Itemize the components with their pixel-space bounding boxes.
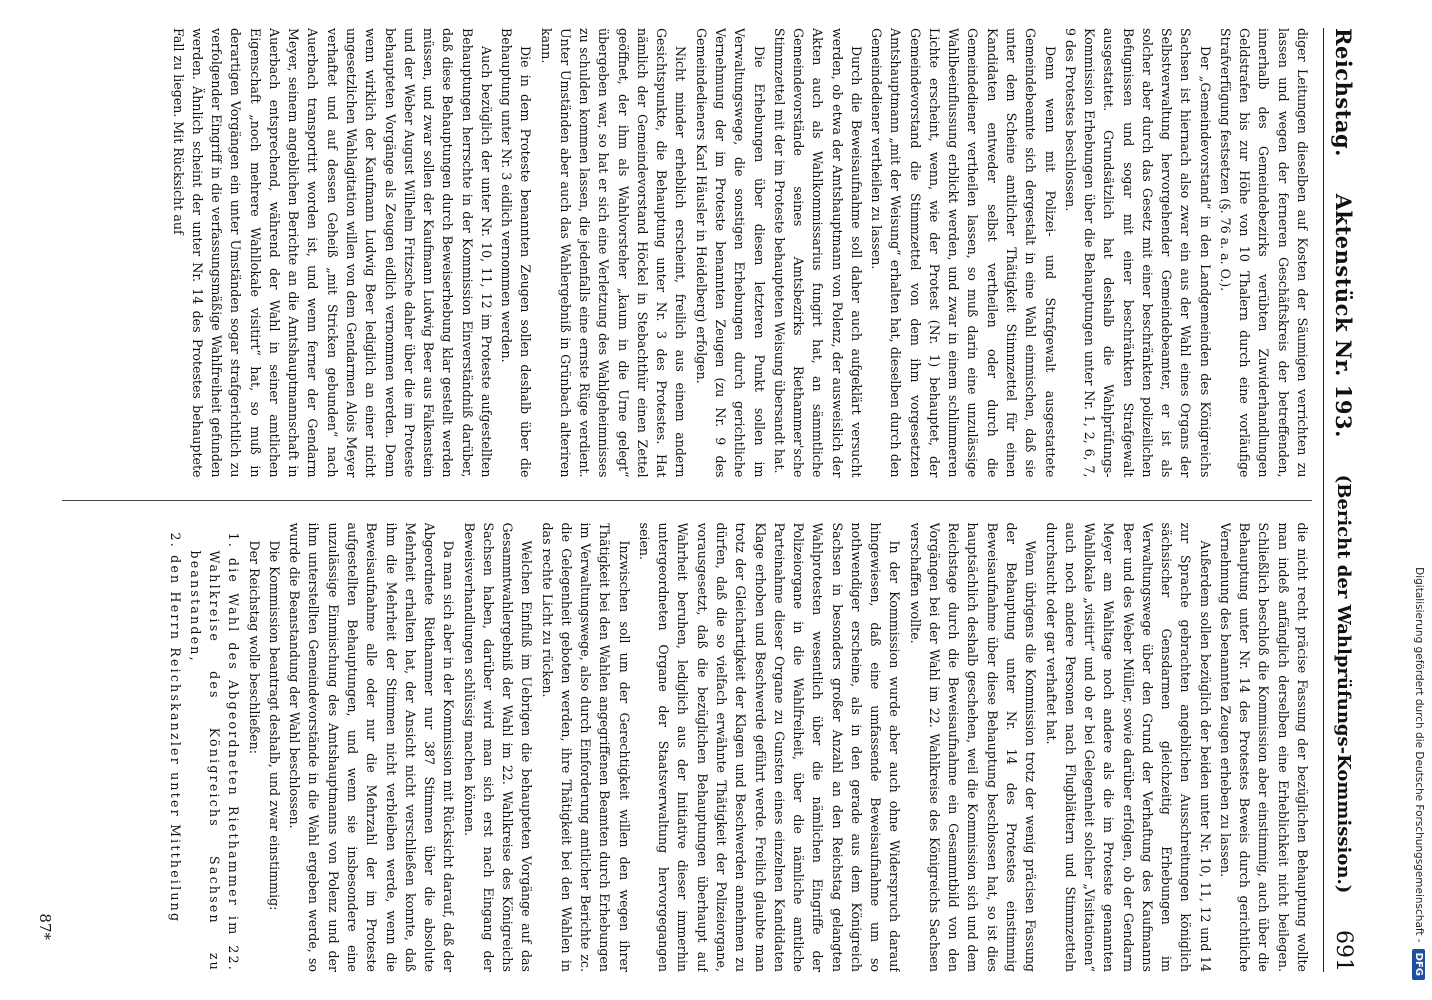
paragraph: Der Reichstag wolle beschließen: <box>246 540 262 755</box>
paragraph: Die Erhebungen über diesen letzteren Punkt sollen im Verwaltungswege, die sonstigen Erhebungen durch gerichtliche Vernehmung der im Proteste benannten Zeugen (zu Nr. 9 des Gemeindedieners Karl Häusler in Heidelberg) erfolgen. <box>693 28 767 478</box>
column-divider <box>62 500 1312 501</box>
paragraph: Außerdem sollen bezüglich der beiden unter Nr. 10, 11, 12 und 14 zur Sprache gebrachten angeblichen Ausschreitungen königlich sächsischer Gensdarmen gleichzeitig Erhebungen im Verwaltungswege über den Grund der Verhaftung des Kaufmanns Beer und des Weber Müller, sowie darüber erfolgen, ob der Gendarm Meyer am Wahltage noch andere als die im Proteste genannten Wahllokale „visitirt“ und ob er bei Gelegenheit solcher „Visitationen“ auch noch andere Personen nach Flugblättern und Stimmzetteln durchsucht oder gar verhaftet hat. <box>1043 522 1213 972</box>
text-columns <box>62 28 1312 972</box>
left-column <box>62 28 1312 478</box>
paragraph: Durch die Beweisaufnahme soll daher auch aufgeklärt versucht werden, ob etwa der Amtshauptmann von Polenz, der ausweislich der Akten auch als Wahlkommissarius fungirt hat, an sämmtliche Gemeindevorstände seines Amtsbezirks Riethammer'sche Stimmzettel mit der im Proteste behaupteten Weisung übersandt hat. <box>771 28 864 478</box>
paragraph: Die in dem Proteste benannten Zeugen sollen deshalb über die Behauptung unter Nr. 3 eidlich vernommen werden. <box>499 28 534 478</box>
page-number: 691 <box>1331 930 1357 972</box>
paragraph: Auch bezüglich der unter Nr. 10, 11, 12 im Proteste aufgestellten Behauptungen herrschte in der Kommission Einverständniß darüber, daß diese Behauptungen durch Beweiserhebung klar gestellt werden müssen, und zwar sollen der Kaufmann Ludwig Beer aus Falkenstein und der Weber August Wilhelm Fritzsche daher über die im Proteste behaupteten Vorgänge als Zeugen eidlich vernommen werden. Denn wenn wirklich der Kaufmann Ludwig Beer lediglich an einer nicht ungesetzlichen Wahlagitation willen von dem Gendarmen Alois Meyer verhaftet und auf dessen Geheiß „mit Stricken gebunden“ nach Auerbach transportirt worden ist, und wenn ferner der Gendarm Meyer, seinem angeblichen Berichte an die Amtshauptmannschaft in Auerbach entsprechend, während der Wahl in seiner amtlichen Eigenschaft „noch mehrere Wahllokale visitirt“ hat, so muß in derartigen Vorgängen ein unter Umständen sogar strafgerichtlich zu verfolgender Eingriff in die verfassungsmäßige Wahlfreiheit gefunden werden. Ähnlich scheint der unter Nr. 14 des Protestes behauptete Fall zu liegen. Mit Rücksicht auf <box>170 28 494 478</box>
paragraph: 2. den Herrn Reichskanzler unter Mittheilung <box>167 532 183 924</box>
dfg-logo: DFG <box>1413 949 1426 980</box>
right-column <box>62 523 1312 973</box>
header-document-number: Aktenstück Nr. 193. <box>1331 193 1357 438</box>
paragraph: Nicht minder erheblich erscheint, freilich aus einem andern Gesichtspunkte, die Behauptung unter Nr. 3 des Protestes. Hat nämlich der Gemeindevorstand Höckel in Stebachthür einen Zettel geöffnet, der ihm als Wahlvorsteher „kaum in die Urne gelegt“ übergeben war, so hat er sich eine Verletzung des Wahlgeheimnisses zu schulden kommen lassen, die jedenfalls eine ernste Rüge verdient. Unter Umständen aber auch das Wahlergebniß in Grünbach alteriren kann. <box>538 28 689 478</box>
paragraph: Wenn übrigens die Kommission trotz der wenig präcisen Fassung der Behauptung unter Nr. 14 des Protestes einstimmig Beweisaufnahme über diese Behauptung beschlossen hat, so ist dies hauptsächlich deshalb geschehen, weil die Kommission sich und dem Reichstage durch die Beweisaufnahme ein Gesammtbild von den Vorgängen bei der Wahl im 22. Wahlkreise des Königreichs Sachsen verschaffen wollte. <box>907 522 1039 972</box>
header-title: Reichstag. <box>1331 28 1357 157</box>
digitization-credit <box>1407 0 1431 1000</box>
paragraph: Die Kommission beantragt deshalb, und zwar einstimmig: <box>266 540 282 911</box>
paragraph: Inzwischen soll um der Gerechtigkeit willen den wegen ihrer Thätigkeit bei den Wahlen angegriffenen Beamten durch Erhebungen im Verwaltungswege, also durch Einforderung amtlicher Berichte zc. die Gelegenheit geboten werden, ihre Thätigkeit bei den Wahlen in das rechte Licht zu rücken. <box>539 522 632 972</box>
paragraph: In der Kommission wurde aber auch ohne Widerspruch darauf hingewiesen, daß eine umfassende Beweisaufnahme um so nothwendiger erscheine, als in den gerade aus dem Königreich Sachsen in besonders großer Anzahl an den Reichstag gelangten Wahlprotesten wesentlich über die nämlichen Eingriffe der Polizeiorgane in die Wahlfreiheit, über die nämliche amtliche Parteinahme dieser Organe zu Gunsten eines einzelnen Kandidaten Klage erhoben und Beschwerde geführt werde. Freilich glaubte man trotz der Gleichartigkeit der Klagen und Beschwerden annehmen zu dürfen, daß die so vielfach erwähnte Thätigkeit der Polizeiorgane, vorausgesetzt, daß die bezüglichen Behauptungen überhaupt auf Wahrheit beruhen, lediglich aus der Initiative dieser immerhin untergeordneten Organe der Staatsverwaltung hervorgegangen seien. <box>636 522 903 972</box>
paragraph: Da man sich aber in der Kommission mit Rücksicht darauf, daß der Abgeordnete Riethammer nur 387 Stimmen über die absolute Mehrheit erhalten hat, der Ansicht nicht verschließen konnte, daß ihm die Mehrheit der Stimmen nicht verbleiben werde, wenn die Beweisaufnahme alle oder nur die Mehrzahl der im Proteste aufgestellten Behauptungen, und wenn sie insbesondere eine unzulässige Einmischung des Amtshauptmanns von Polenz und der ihm unterstellten Gemeindevorstände in die Wahl ergeben werde, so wurde die Beanstandung der Wahl beschlossen. <box>287 522 457 972</box>
paragraph: 1. die Wahl des Abgeordneten Riethammer im 22. Wahlkreise des Königreichs Sachsen zu beanstanden, <box>187 532 242 972</box>
signature-mark: 87* <box>36 913 54 940</box>
header-section: (Bericht der Wahlprüfungs-Kommission.) <box>1333 474 1355 894</box>
paragraph: Welchen Einfluß im Uebrigen die behaupteten Vorgänge auf das Gesammtwahlergebniß der Wahl im 22. Wahlkreise des Königreichs Sachsen haben, darüber wird man sich erst nach Eingang der Beweisverhandlungen schlüssig machen können. <box>461 522 535 972</box>
paragraph: die nicht recht präcise Fassung der bezüglichen Behauptung wollte man indeß anfänglich derselben eine Erheblichkeit nicht beilegen. Schließlich beschloß die Kommission aber einstimmig, auch über die Behauptung unter Nr. 14 des Protestes Beweis durch gerichtliche Vernehmung des benannten Zeugen erheben zu lassen. <box>1217 522 1310 972</box>
dfg-credit-text: Digitalisierung gefördert durch die Deutsche Forschungsgemeinschaft - <box>1413 567 1425 943</box>
paragraph: diger Leitungen dieselben auf Kosten der Säumigen verrichten zu lassen und wegen der ferneren Geschäftskreis der betreffenden, innerhalb des Gemeindebezirks verübten Zuwiderhandlungen Geldstrafen bis zur Höhe von 10 Thalern durch eine vorläufige Strafverfügung festsetzen (§. 76 a. a. O.). <box>1217 28 1310 478</box>
paragraph: Der „Gemeindevorstand“ in den Landgemeinden des Königreichs Sachsen ist hiernach also zwar ein aus der Wahl eines Organs der Selbstverwaltung hervorgehender Gemeindebeamter, er ist als solcher aber durch das Gesetz mit einer beschränkten polizeilichen Befugnissen und sogar mit einer beschränkten Strafgewalt ausgestattet. Grundsätzlich hat deshalb die Wahlprüfungs-Kommission Erhebungen über die Behauptungen unter Nr. 1, 2, 6, 7, 9 des Protestes beschlossen. <box>1062 28 1213 478</box>
page-header <box>1323 28 1364 972</box>
paragraph: Denn wenn mit Polizei- und Strafgewalt ausgestattete Gemeindebeamte sich dergestalt in eine Wahl einmischen, daß sie unter dem Scheine amtlicher Thätigkeit Stimmzettel für einen Kandidaten entweder selbst vertheilen oder durch die Gemeindediener vertheilen lassen, so muß darin eine unzulässige Wahlbeeinflussung erblickt werden, und zwar in einem schlimmeren Lichte erscheint, wenn, wie der Protest (Nr. 1) behauptet, der Gemeindevorstand die Stimmzettel von dem ihm vorgesetzten Amtshauptmann „mit der Weisung“ erhalten hat, dieselben durch den Gemeindediener vertheilen zu lassen. <box>869 28 1058 478</box>
